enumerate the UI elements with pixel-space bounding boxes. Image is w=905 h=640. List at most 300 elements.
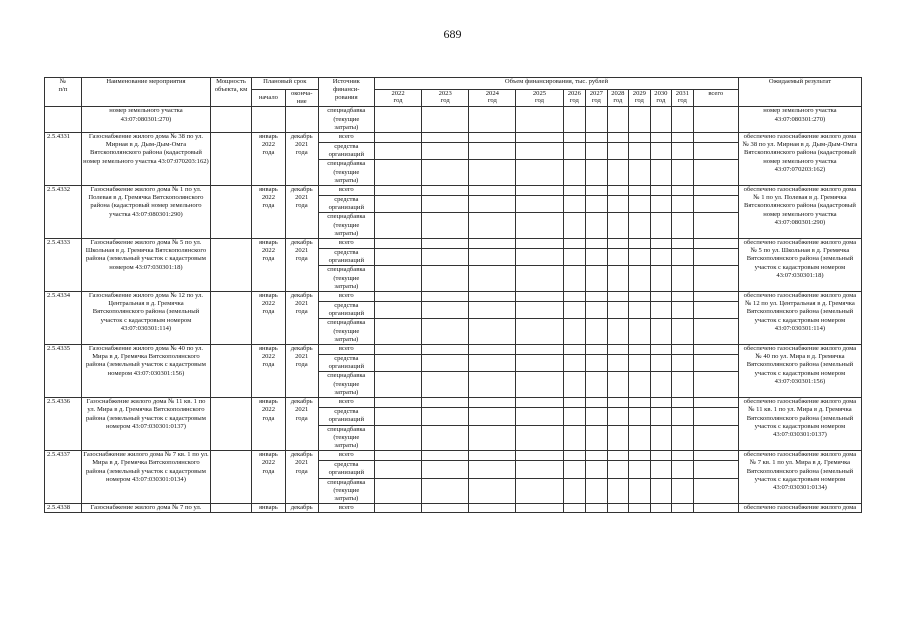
finance-cell bbox=[469, 372, 516, 398]
finance-cell bbox=[422, 372, 469, 398]
finance-cell bbox=[516, 302, 563, 319]
row-result: обеспечено газоснабжение жилого дома № 38 по ул. Мирная в д. Дым-Дым-Омга Вятскополянского района (кадастровый номер земельного участка 43:07:070203:162) bbox=[738, 133, 861, 186]
finance-cell bbox=[586, 196, 608, 213]
finance-cell bbox=[469, 345, 516, 355]
row-result: обеспечено газоснабжение жилого дома № 40 по ул. Мира в д. Гремячка Вятскополянского района (земельный участок с кадастровым номером 43:07:030301:156) bbox=[738, 345, 861, 398]
finance-cell bbox=[650, 319, 672, 345]
row-num: 2.5.4338 bbox=[45, 504, 82, 513]
finance-cell bbox=[516, 504, 563, 513]
row-num: 2.5.4336 bbox=[45, 398, 82, 451]
finance-cell bbox=[469, 408, 516, 425]
row-source: всего bbox=[318, 133, 374, 143]
finance-cell bbox=[469, 160, 516, 186]
row-num: 2.5.4335 bbox=[45, 345, 82, 398]
finance-cell bbox=[693, 292, 738, 302]
finance-cell bbox=[422, 504, 469, 513]
finance-cell bbox=[629, 504, 651, 513]
finance-cell bbox=[629, 160, 651, 186]
finance-cell bbox=[650, 249, 672, 266]
finance-cell bbox=[650, 451, 672, 461]
finance-cell bbox=[422, 408, 469, 425]
finance-cell bbox=[650, 504, 672, 513]
header-name: Наименование мероприятия bbox=[81, 78, 210, 107]
finance-cell bbox=[607, 461, 629, 478]
finance-cell bbox=[650, 372, 672, 398]
finance-cell bbox=[629, 319, 651, 345]
finance-cell bbox=[374, 266, 421, 292]
finance-cell bbox=[672, 292, 694, 302]
finance-cell bbox=[469, 196, 516, 213]
row-result: обеспечено газоснабжение жилого дома № 11 кв. 1 по ул. Мира в д. Гремячка Вятскополянского района (земельный участок с кадастровым номером 43:07:030301:0137) bbox=[738, 398, 861, 451]
finance-cell bbox=[607, 143, 629, 160]
finance-cell bbox=[516, 451, 563, 461]
finance-cell bbox=[563, 302, 586, 319]
finance-cell bbox=[672, 425, 694, 451]
finance-cell bbox=[563, 398, 586, 408]
finance-cell bbox=[469, 461, 516, 478]
finance-cell bbox=[586, 425, 608, 451]
row-source: средства организаций bbox=[318, 355, 374, 372]
finance-cell bbox=[374, 319, 421, 345]
finance-cell bbox=[563, 355, 586, 372]
header-start: начало bbox=[252, 90, 286, 107]
finance-cell bbox=[650, 302, 672, 319]
finance-cell bbox=[586, 319, 608, 345]
row-name: Газоснабжение жилого дома № 7 кв. 1 по ул. Мира в д. Гремячка Вятскополянского района (земельный участок с кадастровым номером 43:07:030301:0134) bbox=[81, 451, 210, 504]
row-capacity bbox=[211, 186, 252, 239]
row-name: Газоснабжение жилого дома № 7 по ул. bbox=[81, 504, 210, 513]
page-number: 689 bbox=[443, 27, 462, 41]
finance-cell bbox=[563, 133, 586, 143]
finance-cell bbox=[374, 302, 421, 319]
finance-cell bbox=[563, 478, 586, 504]
finance-cell bbox=[516, 425, 563, 451]
finance-cell bbox=[672, 451, 694, 461]
finance-cell bbox=[629, 461, 651, 478]
row-start: январь 2022 года bbox=[252, 345, 286, 398]
finance-cell bbox=[374, 398, 421, 408]
finance-cell bbox=[629, 133, 651, 143]
row-name: Газоснабжение жилого дома № 40 по ул. Мира в д. Гремячка Вятскополянского района (земельный участок с кадастровым номером 43:07:030301:156) bbox=[81, 345, 210, 398]
row-name: номер земельного участка 43:07:080301:270) bbox=[81, 107, 210, 133]
row-num: 2.5.4334 bbox=[45, 292, 82, 345]
finance-cell bbox=[422, 239, 469, 249]
row-end: декабрь 2021 года bbox=[285, 133, 318, 186]
row-name: Газоснабжение жилого дома № 1 по ул. Полевая в д. Гремячка Вятскополянского района (кадастровый номер земельного участка 43:07:080301:290) bbox=[81, 186, 210, 239]
finance-cell bbox=[563, 408, 586, 425]
row-num: 2.5.4332 bbox=[45, 186, 82, 239]
finance-cell bbox=[586, 372, 608, 398]
finance-cell bbox=[422, 249, 469, 266]
finance-cell bbox=[374, 408, 421, 425]
finance-cell bbox=[469, 319, 516, 345]
finance-cell bbox=[629, 478, 651, 504]
finance-cell bbox=[586, 249, 608, 266]
finance-cell bbox=[516, 266, 563, 292]
table-row bbox=[45, 504, 862, 513]
finance-cell bbox=[607, 239, 629, 249]
row-num: 2.5.4331 bbox=[45, 133, 82, 186]
finance-cell bbox=[693, 425, 738, 451]
finance-cell bbox=[607, 408, 629, 425]
finance-cell bbox=[586, 504, 608, 513]
row-start: январь 2022 года bbox=[252, 451, 286, 504]
finance-cell bbox=[563, 345, 586, 355]
row-source: средства организаций bbox=[318, 408, 374, 425]
finance-cell bbox=[629, 239, 651, 249]
finance-cell bbox=[563, 160, 586, 186]
finance-cell bbox=[469, 249, 516, 266]
finance-cell bbox=[516, 160, 563, 186]
finance-cell bbox=[374, 196, 421, 213]
finance-cell bbox=[374, 249, 421, 266]
finance-cell bbox=[469, 133, 516, 143]
finance-cell bbox=[374, 461, 421, 478]
row-source: спецнадбавка (текущие затраты) bbox=[318, 107, 374, 133]
finance-cell bbox=[586, 355, 608, 372]
finance-cell bbox=[650, 292, 672, 302]
header-num: № п/п bbox=[45, 78, 82, 107]
row-source: всего bbox=[318, 398, 374, 408]
finance-cell bbox=[629, 266, 651, 292]
header-capacity: Мощность объекта, км bbox=[211, 78, 252, 107]
finance-cell bbox=[629, 196, 651, 213]
row-name: Газоснабжение жилого дома № 38 по ул. Мирная в д. Дым-Дым-Омга Вятскополянского района (кадастровый номер земельного участка 43:07:070203:162) bbox=[81, 133, 210, 186]
header-end: оконча- ние bbox=[285, 90, 318, 107]
finance-cell bbox=[422, 160, 469, 186]
finance-cell bbox=[516, 143, 563, 160]
row-num bbox=[45, 107, 82, 133]
finance-cell bbox=[607, 451, 629, 461]
row-source: спецнадбавка (текущие затраты) bbox=[318, 319, 374, 345]
finance-cell bbox=[586, 398, 608, 408]
finance-cell bbox=[693, 266, 738, 292]
row-result: обеспечено газоснабжение жилого дома № 1 по ул. Полевая в д. Гремячка Вятскополянского района (кадастровый номер земельного участка 43:07:080301:290) bbox=[738, 186, 861, 239]
finance-cell bbox=[607, 196, 629, 213]
finance-cell bbox=[672, 213, 694, 239]
row-start: январь bbox=[252, 504, 286, 513]
row-source: средства организаций bbox=[318, 249, 374, 266]
row-num: 2.5.4333 bbox=[45, 239, 82, 292]
finance-cell bbox=[650, 133, 672, 143]
finance-cell bbox=[607, 355, 629, 372]
finance-cell bbox=[693, 186, 738, 196]
row-end: декабрь 2021 года bbox=[285, 239, 318, 292]
finance-cell bbox=[469, 355, 516, 372]
finance-cell bbox=[374, 160, 421, 186]
finance-cell bbox=[672, 319, 694, 345]
row-capacity bbox=[211, 451, 252, 504]
finance-cell bbox=[586, 160, 608, 186]
header-year: 2022 год bbox=[374, 90, 421, 107]
finance-cell bbox=[422, 355, 469, 372]
finance-cell bbox=[422, 213, 469, 239]
row-result: обеспечено газоснабжение жилого дома № 7 кв. 1 по ул. Мира в д. Гремячка Вятскополянского района (земельный участок с кадастровым номером 43:07:030301:0134) bbox=[738, 451, 861, 504]
finance-cell bbox=[650, 478, 672, 504]
row-end: декабрь 2021 года bbox=[285, 398, 318, 451]
row-result: обеспечено газоснабжение жилого дома № 12 по ул. Центральная в д. Гремячка Вятскополянского района (земельный участок с кадастровым номером 43:07:030301:114) bbox=[738, 292, 861, 345]
row-end: декабрь 2021 года bbox=[285, 345, 318, 398]
finance-cell bbox=[629, 355, 651, 372]
header-result: Ожидаемый результат bbox=[738, 78, 861, 107]
row-end: декабрь bbox=[285, 504, 318, 513]
finance-cell bbox=[629, 408, 651, 425]
finance-cell bbox=[516, 292, 563, 302]
row-capacity bbox=[211, 345, 252, 398]
row-start: январь 2022 года bbox=[252, 292, 286, 345]
finance-cell bbox=[607, 133, 629, 143]
finance-cell bbox=[607, 425, 629, 451]
header-year: 2024 год bbox=[469, 90, 516, 107]
finance-cell bbox=[607, 345, 629, 355]
finance-cell bbox=[469, 425, 516, 451]
finance-cell bbox=[607, 266, 629, 292]
row-source: спецнадбавка (текущие затраты) bbox=[318, 478, 374, 504]
finance-cell bbox=[672, 133, 694, 143]
finance-cell bbox=[422, 461, 469, 478]
finance-cell bbox=[563, 143, 586, 160]
header-total: всего bbox=[693, 90, 738, 107]
finance-cell bbox=[629, 292, 651, 302]
finance-cell bbox=[469, 143, 516, 160]
header-term: Плановый срок bbox=[252, 78, 319, 90]
finance-cell bbox=[374, 451, 421, 461]
finance-cell bbox=[516, 239, 563, 249]
finance-cell bbox=[469, 186, 516, 196]
finance-cell bbox=[422, 196, 469, 213]
row-end: декабрь 2021 года bbox=[285, 292, 318, 345]
finance-cell bbox=[672, 186, 694, 196]
finance-cell bbox=[672, 239, 694, 249]
finance-cell bbox=[672, 408, 694, 425]
finance-cell bbox=[563, 461, 586, 478]
finance-cell bbox=[650, 239, 672, 249]
row-result: обеспечено газоснабжение жилого дома № 5 по ул. Школьная в д. Гремячка Вятскополянского района (земельный участок с кадастровым номером 43:07:030301:18) bbox=[738, 239, 861, 292]
finance-cell bbox=[422, 319, 469, 345]
row-source: всего bbox=[318, 186, 374, 196]
finance-cell bbox=[693, 345, 738, 355]
finance-cell bbox=[607, 398, 629, 408]
finance-cell bbox=[650, 186, 672, 196]
row-source: средства организаций bbox=[318, 302, 374, 319]
finance-cell bbox=[693, 133, 738, 143]
row-result: номер земельного участка 43:07:080301:270) bbox=[738, 107, 861, 133]
finance-cell bbox=[693, 372, 738, 398]
header-year: 2030 год bbox=[650, 90, 672, 107]
finance-cell bbox=[650, 398, 672, 408]
finance-cell bbox=[629, 398, 651, 408]
finance-cell bbox=[586, 239, 608, 249]
finance-cell bbox=[672, 461, 694, 478]
row-source: средства организаций bbox=[318, 196, 374, 213]
finance-cell bbox=[422, 143, 469, 160]
finance-cell bbox=[516, 213, 563, 239]
finance-cell bbox=[693, 478, 738, 504]
row-source: средства организаций bbox=[318, 461, 374, 478]
finance-cell bbox=[672, 302, 694, 319]
finance-cell bbox=[693, 461, 738, 478]
finance-cell bbox=[693, 160, 738, 186]
row-source: спецнадбавка (текущие затраты) bbox=[318, 160, 374, 186]
finance-cell bbox=[374, 478, 421, 504]
finance-cell bbox=[672, 504, 694, 513]
finance-cell bbox=[672, 345, 694, 355]
finance-cell bbox=[516, 186, 563, 196]
finance-cell bbox=[607, 302, 629, 319]
finance-cell bbox=[422, 451, 469, 461]
finance-cell bbox=[586, 213, 608, 239]
header-year: 2023 год bbox=[422, 90, 469, 107]
row-end: декабрь 2021 года bbox=[285, 186, 318, 239]
finance-cell bbox=[422, 302, 469, 319]
finance-cell bbox=[563, 292, 586, 302]
finance-cell bbox=[693, 504, 738, 513]
finance-cell bbox=[469, 398, 516, 408]
finance-cell bbox=[672, 160, 694, 186]
finance-cell bbox=[672, 478, 694, 504]
header-year: 2026 год bbox=[563, 90, 586, 107]
finance-cell bbox=[422, 345, 469, 355]
finance-cell bbox=[693, 196, 738, 213]
finance-cell bbox=[422, 398, 469, 408]
row-source: средства организаций bbox=[318, 143, 374, 160]
finance-cell bbox=[672, 249, 694, 266]
row-name: Газоснабжение жилого дома № 12 по ул. Центральная в д. Гремячка Вятскополянского района (земельный участок с кадастровым номером 43:07:030301:114) bbox=[81, 292, 210, 345]
finance-cell bbox=[650, 213, 672, 239]
finance-cell bbox=[563, 504, 586, 513]
finance-cell bbox=[422, 186, 469, 196]
finance-cell bbox=[693, 319, 738, 345]
finance-cell bbox=[563, 425, 586, 451]
finance-cell bbox=[374, 372, 421, 398]
finance-cell bbox=[693, 398, 738, 408]
finance-cell bbox=[516, 319, 563, 345]
finance-cell bbox=[422, 133, 469, 143]
table-row bbox=[45, 292, 862, 302]
finance-cell bbox=[563, 319, 586, 345]
finance-cell bbox=[693, 143, 738, 160]
finance-cell bbox=[516, 355, 563, 372]
row-start: январь 2022 года bbox=[252, 239, 286, 292]
finance-cell bbox=[586, 451, 608, 461]
finance-cell bbox=[374, 143, 421, 160]
finance-cell bbox=[374, 213, 421, 239]
finance-cell bbox=[693, 451, 738, 461]
finance-cell bbox=[563, 239, 586, 249]
finance-cell bbox=[422, 425, 469, 451]
row-source: всего bbox=[318, 292, 374, 302]
row-capacity bbox=[211, 239, 252, 292]
finance-cell bbox=[469, 504, 516, 513]
finance-cell bbox=[516, 478, 563, 504]
finance-cell bbox=[607, 504, 629, 513]
finance-cell bbox=[672, 196, 694, 213]
finance-cell bbox=[469, 302, 516, 319]
finance-cell bbox=[650, 160, 672, 186]
finance-cell bbox=[672, 355, 694, 372]
finance-cell bbox=[607, 372, 629, 398]
finance-cell bbox=[469, 239, 516, 249]
finance-cell bbox=[650, 266, 672, 292]
table-row bbox=[45, 451, 862, 461]
finance-cell bbox=[516, 372, 563, 398]
finance-cell bbox=[693, 408, 738, 425]
finance-cell bbox=[563, 213, 586, 239]
finance-cell bbox=[672, 398, 694, 408]
table-row bbox=[45, 133, 862, 143]
finance-cell bbox=[650, 196, 672, 213]
finance-cell bbox=[607, 186, 629, 196]
row-end: декабрь 2021 года bbox=[285, 451, 318, 504]
finance-cell bbox=[586, 478, 608, 504]
finance-cell bbox=[374, 355, 421, 372]
header-year: 2031 год bbox=[672, 90, 694, 107]
finance-cell bbox=[629, 302, 651, 319]
finance-cell bbox=[629, 213, 651, 239]
finance-cell bbox=[629, 186, 651, 196]
row-source: спецнадбавка (текущие затраты) bbox=[318, 372, 374, 398]
row-source: всего bbox=[318, 451, 374, 461]
financing-table bbox=[44, 77, 862, 513]
header-year: 2029 год bbox=[629, 90, 651, 107]
row-name: Газоснабжение жилого дома № 5 по ул. Школьная в д. Гремячка Вятскополянского района (земельный участок с кадастровым номером 43:07:030301:18) bbox=[81, 239, 210, 292]
finance-cell bbox=[374, 345, 421, 355]
finance-cell bbox=[516, 398, 563, 408]
finance-cell bbox=[672, 143, 694, 160]
finance-cell bbox=[629, 345, 651, 355]
finance-cell bbox=[629, 249, 651, 266]
finance-cell bbox=[607, 213, 629, 239]
finance-cell bbox=[469, 266, 516, 292]
header-source: Источник финанси- рования bbox=[318, 78, 374, 107]
finance-cell bbox=[374, 133, 421, 143]
finance-cell bbox=[374, 292, 421, 302]
finance-cell bbox=[693, 249, 738, 266]
finance-cell bbox=[516, 408, 563, 425]
finance-cell bbox=[563, 186, 586, 196]
table-row bbox=[45, 398, 862, 408]
finance-cell bbox=[586, 143, 608, 160]
finance-cell bbox=[563, 372, 586, 398]
finance-cell bbox=[586, 461, 608, 478]
table-row bbox=[45, 345, 862, 355]
finance-cell bbox=[469, 451, 516, 461]
finance-cell bbox=[563, 249, 586, 266]
finance-cell bbox=[422, 478, 469, 504]
finance-cell bbox=[672, 372, 694, 398]
finance-cell bbox=[607, 319, 629, 345]
header-year: 2025 год bbox=[516, 90, 563, 107]
finance-cell bbox=[607, 249, 629, 266]
finance-cell bbox=[374, 425, 421, 451]
row-source: всего bbox=[318, 504, 374, 513]
finance-cell bbox=[650, 425, 672, 451]
row-source: спецнадбавка (текущие затраты) bbox=[318, 266, 374, 292]
row-name: Газоснабжение жилого дома № 11 кв. 1 по ул. Мира в д. Гремячка Вятскополянского района (земельный участок с кадастровым номером 43:07:030301:0137) bbox=[81, 398, 210, 451]
finance-cell bbox=[650, 143, 672, 160]
finance-cell bbox=[650, 355, 672, 372]
header-finance: Объем финансирования, тыс. рублей bbox=[374, 78, 738, 90]
row-capacity bbox=[211, 292, 252, 345]
finance-cell bbox=[516, 345, 563, 355]
row-start: январь 2022 года bbox=[252, 398, 286, 451]
finance-cell bbox=[607, 292, 629, 302]
row-capacity bbox=[211, 504, 252, 513]
finance-cell bbox=[586, 266, 608, 292]
table-row bbox=[45, 239, 862, 249]
row-source: всего bbox=[318, 239, 374, 249]
finance-cell bbox=[422, 292, 469, 302]
